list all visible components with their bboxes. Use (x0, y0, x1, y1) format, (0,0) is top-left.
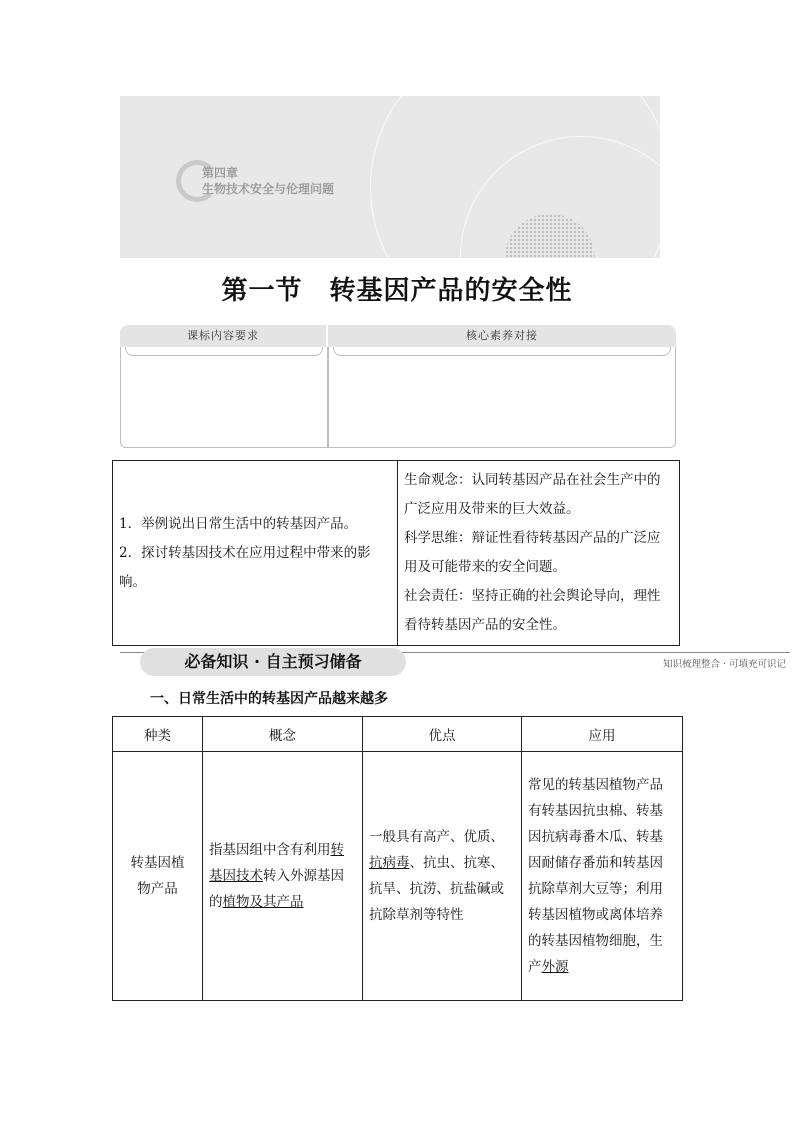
literacy-item: 科学思维：辩证性看待转基因产品的广泛应用及可能带来的安全问题。 (404, 530, 661, 575)
section-note: 知识梳理整合 · 可填充可识记 (662, 659, 786, 670)
chapter-number: 第四章 (202, 166, 239, 180)
requirement-item: 1．举例说出日常生活中的转基因产品。 (119, 515, 358, 532)
table-row (113, 752, 683, 1001)
requirements-table (112, 460, 680, 646)
column-header: 种类 (113, 717, 203, 752)
curriculum-header: 课标内容要求 (120, 325, 326, 347)
chapter-name: 生物技术安全与伦理问题 (202, 182, 335, 196)
subheading: 一、日常生活中的转基因产品越来越多 (150, 691, 388, 707)
table-header-row (113, 717, 683, 752)
concept-cell: 指基因组中含有利用转基因技术转入外源基因的植物及其产品 (203, 752, 363, 1001)
literacy-cell (398, 461, 680, 646)
literacy-item: 社会责任：坚持正确的社会舆论导向，理性看待转基因产品的安全性。 (404, 588, 661, 633)
column-header: 应用 (522, 717, 683, 752)
type-cell: 转基因植物产品 (113, 752, 203, 1001)
column-header: 概念 (203, 717, 363, 752)
application-cell: 常见的转基因植物产品有转基因抗虫棉、转基因抗病毒番木瓜、转基因耐储存番茄和转基因抗除草剂大豆等；利用转基因植物或离体培养的转基因植物细胞，生产外源 (522, 752, 683, 1001)
objectives-box (120, 325, 676, 449)
literacy-item: 生命观念：认同转基因产品在社会生产中的广泛应用及带来的巨大效益。 (404, 472, 661, 517)
literacy-panel (328, 347, 676, 448)
literacy-header: 核心素养对接 (328, 325, 676, 347)
curriculum-panel (120, 347, 328, 448)
section-badge: 必备知识 · 自主预习储备 (140, 648, 406, 676)
requirement-item: 2．探讨转基因技术在应用过程中带来的影响。 (119, 544, 371, 590)
column-header: 优点 (363, 717, 522, 752)
section-title: 第一节 转基因产品的安全性 (221, 276, 573, 306)
chapter-banner (120, 96, 660, 258)
advantage-cell: 一般具有高产、优质、抗病毒、抗虫、抗寒、抗旱、抗涝、抗盐碱或抗除草剂等特性 (363, 752, 522, 1001)
curriculum-cell (113, 461, 398, 646)
products-table (112, 716, 683, 1001)
